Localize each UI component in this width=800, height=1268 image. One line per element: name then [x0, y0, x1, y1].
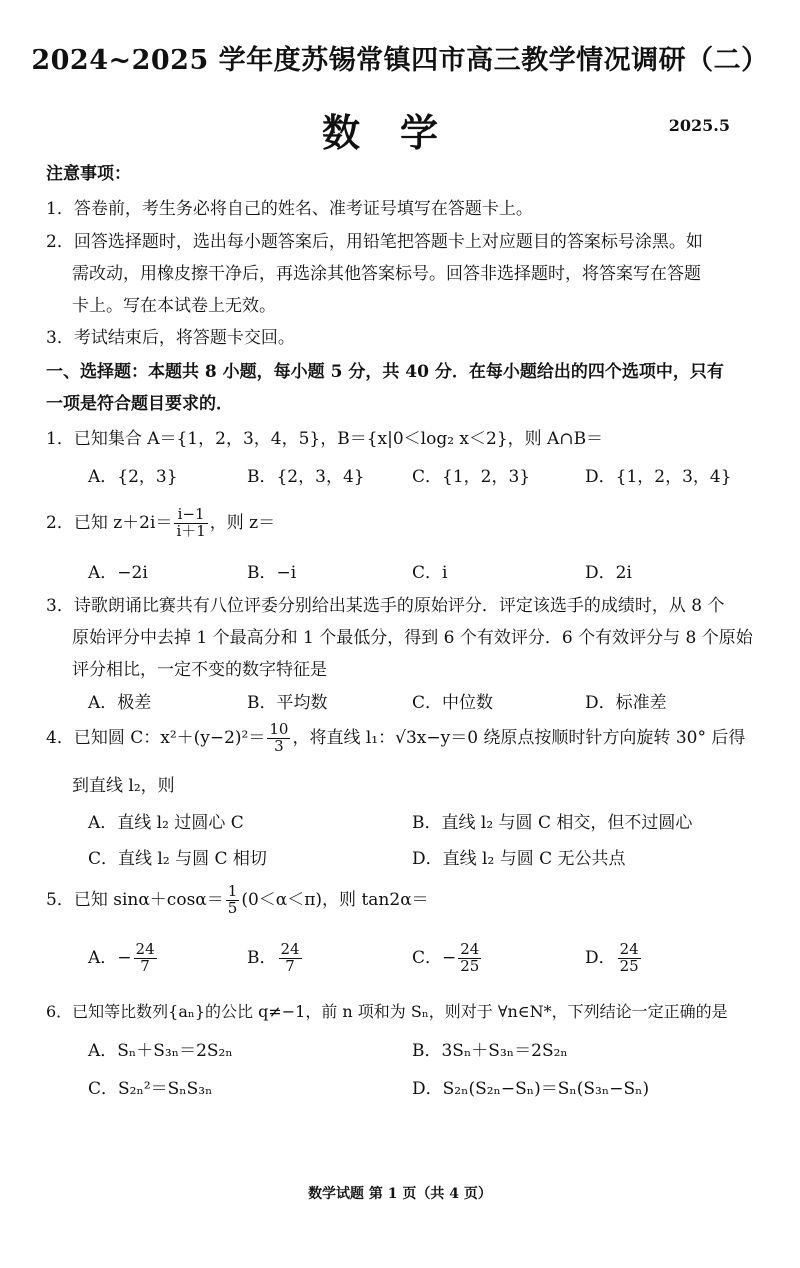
- notice-item: 1．答卷前，考生务必将自己的姓名、准考证号填写在答题卡上。: [46, 199, 533, 219]
- page-footer: 数学试题 第 1 页（共 4 页）: [308, 1186, 492, 1202]
- section-heading-cont: 一项是符合题目要求的．: [46, 394, 233, 414]
- option-fraction: [618, 942, 641, 975]
- fraction-denominator: 7: [140, 956, 150, 975]
- option-sign: −: [442, 947, 457, 968]
- question-1-stem: 1．已知集合 A＝{1，2，3，4，5}，B＝{x|0＜log₂ x＜2}，则 A∩B＝: [46, 429, 604, 449]
- question-3-option-d: D．标准差: [585, 693, 667, 713]
- option-label: D．: [585, 947, 616, 968]
- question-5-stem: [46, 880, 760, 920]
- question-5-option-d: [585, 942, 643, 975]
- question-3-stem-cont: 评分相比，一定不变的数字特征是: [72, 660, 327, 680]
- fraction-denominator: 25: [460, 956, 480, 975]
- fraction-numerator: 24: [460, 940, 480, 958]
- question-2-option-c: C．i: [412, 563, 448, 583]
- question-2-fraction: [174, 507, 207, 540]
- fraction-numerator: i−1: [174, 507, 207, 524]
- option-sign: −: [117, 947, 132, 968]
- question-4-fraction: [267, 722, 290, 755]
- question-2-option-a: A．−2i: [88, 563, 148, 583]
- question-5-fraction: [226, 884, 240, 917]
- question-6-option-b: B．3Sₙ＋S₃ₙ＝2S₂ₙ: [412, 1041, 568, 1061]
- fraction-numerator: 24: [619, 940, 639, 958]
- subject-title: 数学: [321, 110, 478, 155]
- question-4-stem-cont: 到直线 l₂，则: [72, 776, 175, 796]
- question-6-option-d: D．S₂ₙ(S₂ₙ−Sₙ)＝Sₙ(S₃ₙ−Sₙ): [412, 1079, 650, 1099]
- question-4-stem: [46, 718, 760, 758]
- question-4-stem-pre: 4．已知圆 C：x²＋(y−2)²＝: [46, 728, 266, 748]
- notice-heading: 注意事项：: [46, 164, 131, 184]
- question-3-stem: 3．诗歌朗诵比赛共有八位评委分别给出某选手的原始评分．评定该选手的成绩时，从 8 个: [46, 596, 725, 616]
- question-1-option-a: A．{2，3}: [88, 467, 178, 487]
- question-2-option-b: B．−i: [247, 563, 297, 583]
- question-5-stem-post: (0＜α＜π)，则 tan2α＝: [241, 890, 429, 910]
- option-label: B．: [247, 947, 277, 968]
- fraction-denominator: i＋1: [176, 522, 206, 540]
- question-2-stem: [46, 503, 760, 543]
- question-2-stem-post: ，则 z＝: [209, 513, 276, 533]
- question-2-stem-pre: 2．已知 z＋2i＝: [46, 513, 173, 533]
- question-6-option-a: A．Sₙ＋S₃ₙ＝2S₂ₙ: [88, 1041, 233, 1061]
- fraction-denominator: 3: [274, 737, 284, 755]
- notice-item: 2．回答选择题时，选出每小题答案后，用铅笔把答题卡上对应题目的答案标号涂黑。如: [46, 232, 703, 252]
- fraction-numerator: 24: [135, 940, 155, 958]
- option-fraction: [458, 942, 481, 975]
- question-5-option-b: [247, 942, 304, 975]
- question-3-option-c: C．中位数: [412, 693, 494, 713]
- question-1-option-b: B．{2，3，4}: [247, 467, 365, 487]
- question-6-option-c: C．S₂ₙ²＝SₙS₃ₙ: [88, 1079, 213, 1099]
- exam-title: 2024~2025 学年度苏锡常镇四市高三教学情况调研（二）: [31, 45, 769, 76]
- question-4-option-a: A．直线 l₂ 过圆心 C: [88, 813, 244, 833]
- question-2-option-d: D．2i: [585, 563, 632, 583]
- notice-item: 3．考试结束后，将答题卡交回。: [46, 328, 295, 348]
- fraction-numerator: 1: [227, 882, 238, 901]
- option-label: C．: [412, 947, 443, 968]
- option-label: A．: [88, 947, 118, 968]
- fraction-numerator: 10: [269, 720, 289, 739]
- question-3-option-b: B．平均数: [247, 693, 328, 713]
- question-6-stem: 6．已知等比数列{aₙ}的公比 q≠−1，前 n 项和为 Sₙ，则对于 ∀n∈N*，下列结论一定正确的是: [46, 1002, 728, 1021]
- option-fraction: [279, 942, 302, 975]
- fraction-numerator: 24: [280, 940, 300, 958]
- option-fraction: [134, 942, 157, 975]
- question-3-option-a: A．极差: [88, 693, 152, 713]
- question-5-stem-pre: 5．已知 sinα＋cosα＝: [46, 890, 224, 910]
- question-4-stem-post: ，将直线 l₁：√3x−y＝0 绕原点按顺时针方向旋转 30° 后得: [292, 728, 746, 748]
- question-3-stem-cont: 原始评分中去掉 1 个最高分和 1 个最低分，得到 6 个有效评分．6 个有效评分与 8 个原始: [72, 628, 753, 648]
- question-5-option-c: [412, 942, 483, 975]
- notice-item: 卡上。写在本试卷上无效。: [72, 296, 276, 316]
- question-4-option-b: B．直线 l₂ 与圆 C 相交，但不过圆心: [412, 813, 693, 833]
- fraction-denominator: 5: [227, 899, 238, 917]
- notice-item: 需改动，用橡皮擦干净后，再选涂其他答案标号。回答非选择题时，将答案写在答题: [72, 264, 701, 284]
- question-4-option-c: C．直线 l₂ 与圆 C 相切: [88, 849, 267, 869]
- question-1-option-c: C．{1，2，3}: [412, 467, 531, 487]
- question-1-option-d: D．{1，2，3，4}: [585, 467, 732, 487]
- question-4-option-d: D．直线 l₂ 与圆 C 无公共点: [412, 849, 626, 869]
- question-5-option-a: [88, 942, 159, 975]
- exam-date: 2025.5: [668, 116, 730, 135]
- section-heading: 一、选择题：本题共 8 小题，每小题 5 分，共 40 分．在每小题给出的四个选项中，只有: [46, 362, 724, 382]
- fraction-denominator: 7: [285, 956, 295, 975]
- fraction-denominator: 25: [619, 956, 639, 975]
